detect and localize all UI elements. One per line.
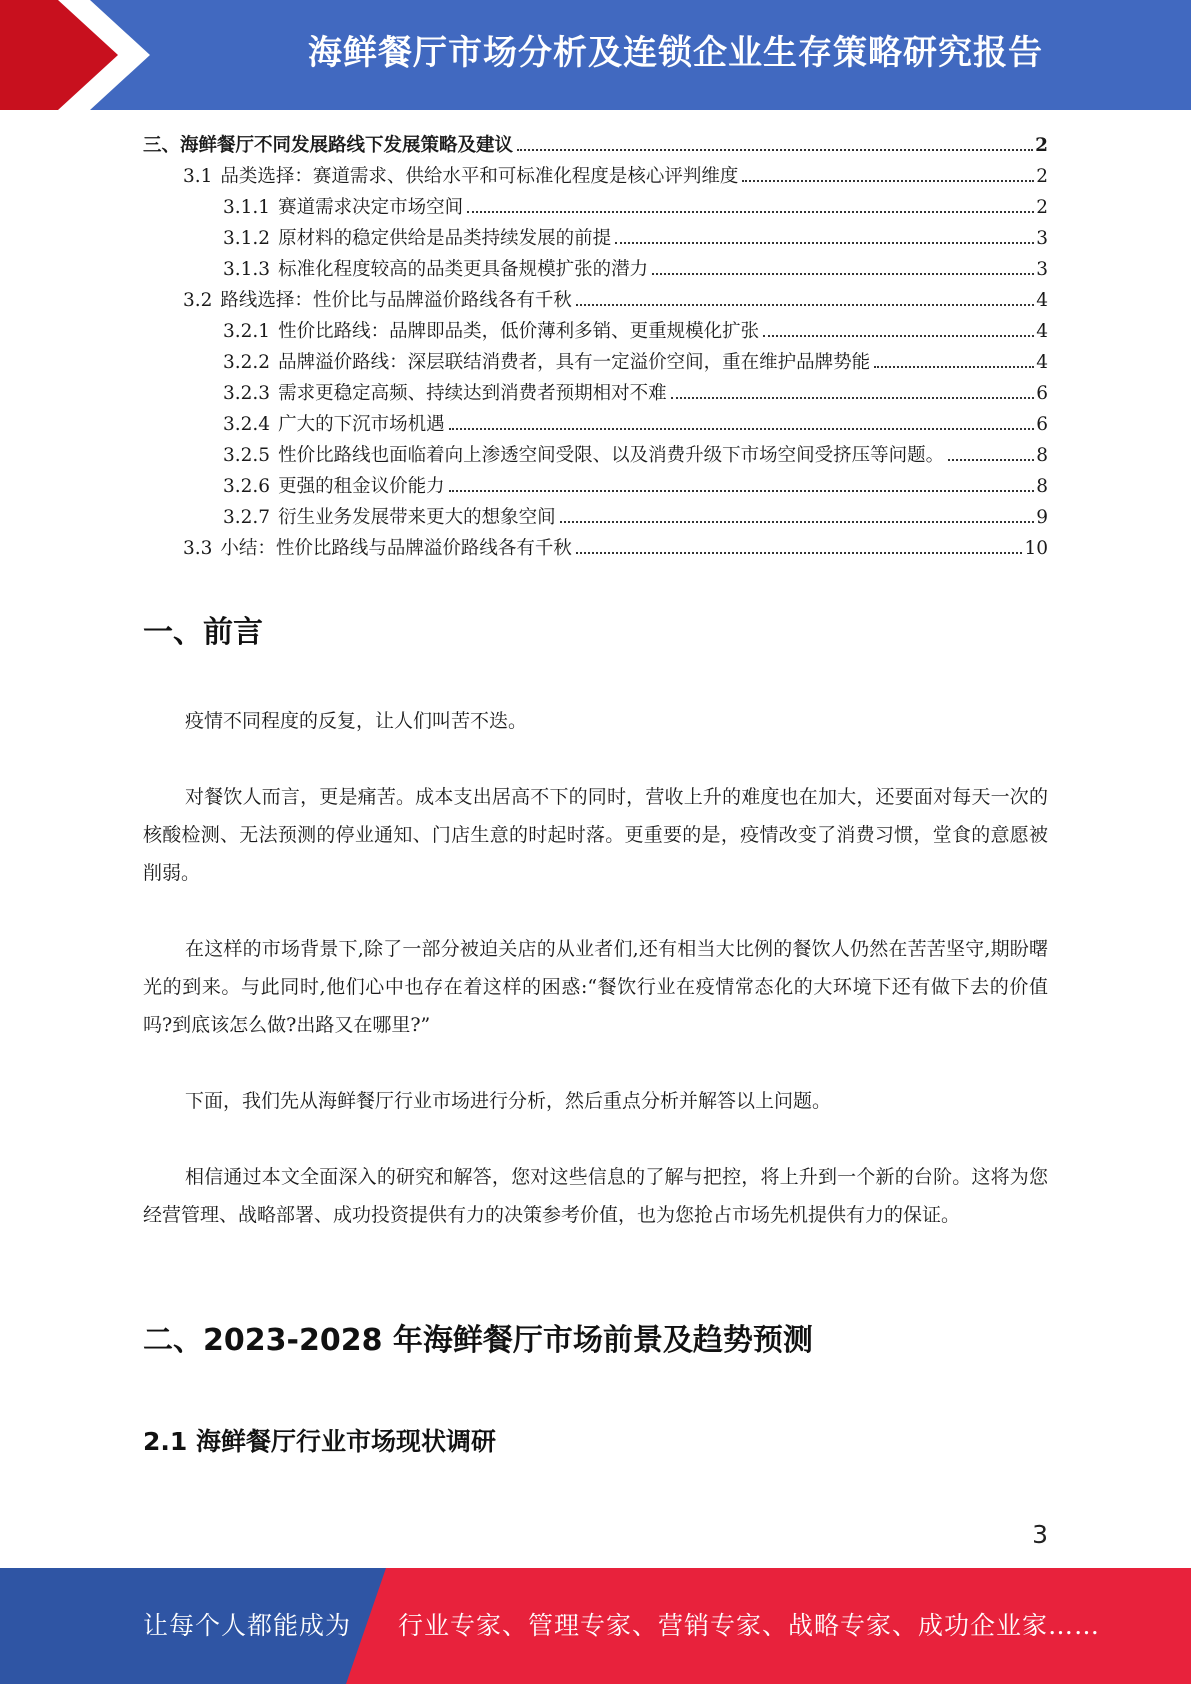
toc-entry-title: 海鲜餐厅不同发展路线下发展策略及建议 xyxy=(180,135,514,156)
paragraph-2: 对餐饮人而言，更是痛苦。成本支出居高不下的同时，营收上升的难度也在加大，还要面对每天一次的核酸检测、无法预测的停业通知、门店生意的时起时落。更重要的是，疫情改变了消费习惯，堂食的意愿被削弱。 xyxy=(143,786,1048,884)
footer-slogan-left: 让每个人都能成为 xyxy=(143,1611,352,1640)
toc-entry[interactable] xyxy=(143,347,1048,378)
toc-dot-leader xyxy=(576,304,1034,306)
toc-entry[interactable] xyxy=(143,533,1048,564)
toc-entry-title: 性价比路线：品牌即品类，低价薄利多销、更重规模化扩张 xyxy=(278,321,760,342)
toc-entry-title: 衍生业务发展带来更大的想象空间 xyxy=(278,507,556,528)
toc-entry[interactable] xyxy=(143,223,1048,254)
toc-entry-page: 3 xyxy=(1036,259,1048,280)
preface-heading: 一、前言 xyxy=(143,615,263,650)
toc-entry-page: 2 xyxy=(1036,166,1048,187)
toc-entry-number: 3.1 xyxy=(183,166,213,187)
toc-entry-page: 8 xyxy=(1036,476,1048,497)
toc-entry[interactable] xyxy=(143,471,1048,502)
footer-banner xyxy=(0,1568,1191,1684)
toc-dot-leader xyxy=(517,149,1033,151)
toc-entry[interactable] xyxy=(143,161,1048,192)
header-banner xyxy=(0,0,1191,110)
toc-entry-page: 4 xyxy=(1036,352,1048,373)
toc-entry[interactable] xyxy=(143,502,1048,533)
table-of-contents xyxy=(143,130,1048,564)
toc-dot-leader xyxy=(763,335,1034,337)
paragraph-5: 相信通过本文全面深入的研究和解答，您对这些信息的了解与把控，将上升到一个新的台阶。这将为您经营管理、战略部署、成功投资提供有力的决策参考价值，也为您抢占市场先机提供有力的保证。 xyxy=(143,1166,1048,1226)
toc-entry-title: 赛道需求决定市场空间 xyxy=(278,197,464,218)
section-2-1-heading: 2.1 海鲜餐厅行业市场现状调研 xyxy=(143,1427,496,1456)
section-2-heading: 二、2023-2028 年海鲜餐厅市场前景及趋势预测 xyxy=(143,1323,813,1358)
toc-entry-title: 更强的租金议价能力 xyxy=(278,476,445,497)
toc-dot-leader xyxy=(615,242,1034,244)
toc-entry-number: 3.2.7 xyxy=(223,507,271,528)
toc-entry-title: 品类选择：赛道需求、供给水平和可标准化程度是核心评判维度 xyxy=(220,166,739,187)
page-number: 3 xyxy=(1032,1520,1048,1549)
toc-entry-number: 3.2.1 xyxy=(223,321,271,342)
toc-entry-title: 小结：性价比路线与品牌溢价路线各有千秋 xyxy=(220,538,572,559)
toc-entry-number: 3.2.6 xyxy=(223,476,271,497)
toc-dot-leader xyxy=(576,552,1023,554)
toc-dot-leader xyxy=(948,459,1034,461)
toc-entry-page: 6 xyxy=(1036,383,1048,404)
toc-dot-leader xyxy=(874,366,1034,368)
toc-entry-number: 3.1.3 xyxy=(223,259,271,280)
toc-entry-number: 3.2.5 xyxy=(223,445,271,466)
toc-entry-title: 原材料的稳定供给是品类持续发展的前提 xyxy=(278,228,612,249)
toc-entry[interactable] xyxy=(143,316,1048,347)
toc-entry-page: 10 xyxy=(1024,538,1048,559)
toc-entry-number: 3.2.2 xyxy=(223,352,271,373)
toc-entry-page: 4 xyxy=(1036,290,1048,311)
toc-entry-title: 路线选择：性价比与品牌溢价路线各有千秋 xyxy=(220,290,572,311)
toc-entry-title: 广大的下沉市场机遇 xyxy=(278,414,445,435)
document-title: 海鲜餐厅市场分析及连锁企业生存策略研究报告 xyxy=(308,33,1043,73)
header-arrow-graphic xyxy=(0,0,200,110)
paragraph-4: 下面，我们先从海鲜餐厅行业市场进行分析，然后重点分析并解答以上问题。 xyxy=(185,1090,832,1112)
toc-entry-page: 2 xyxy=(1036,197,1048,218)
toc-entry-title: 标准化程度较高的品类更具备规模扩张的潜力 xyxy=(278,259,649,280)
toc-entry-title: 品牌溢价路线：深层联结消费者，具有一定溢价空间，重在维护品牌势能 xyxy=(278,352,871,373)
toc-entry[interactable] xyxy=(143,130,1048,161)
toc-dot-leader xyxy=(671,397,1035,399)
toc-dot-leader xyxy=(467,211,1034,213)
toc-entry[interactable] xyxy=(143,285,1048,316)
toc-entry-number: 3.3 xyxy=(183,538,213,559)
toc-dot-leader xyxy=(449,490,1035,492)
toc-dot-leader xyxy=(560,521,1035,523)
toc-entry-number: 3.2 xyxy=(183,290,213,311)
toc-dot-leader xyxy=(449,428,1035,430)
toc-dot-leader xyxy=(652,273,1034,275)
toc-entry-page: 3 xyxy=(1036,228,1048,249)
toc-entry-title: 性价比路线也面临着向上渗透空间受限、以及消费升级下市场空间受挤压等问题。 xyxy=(278,445,945,466)
toc-entry-page: 4 xyxy=(1036,321,1048,342)
toc-entry-number: 3.2.3 xyxy=(223,383,271,404)
toc-entry-number: 3.1.2 xyxy=(223,228,271,249)
toc-entry[interactable] xyxy=(143,378,1048,409)
toc-entry[interactable] xyxy=(143,192,1048,223)
toc-entry-page: 2 xyxy=(1035,135,1048,156)
footer-slogan-right: 行业专家、管理专家、营销专家、战略专家、成功企业家…… xyxy=(398,1611,1101,1640)
toc-entry[interactable] xyxy=(143,440,1048,471)
toc-entry-page: 9 xyxy=(1036,507,1048,528)
toc-entry-page: 8 xyxy=(1036,445,1048,466)
paragraph-1: 疫情不同程度的反复，让人们叫苦不迭。 xyxy=(185,710,528,732)
toc-entry[interactable] xyxy=(143,254,1048,285)
toc-entry-number: 3.1.1 xyxy=(223,197,271,218)
toc-entry-number: 三、 xyxy=(143,135,181,156)
toc-dot-leader xyxy=(742,180,1034,182)
toc-entry-number: 3.2.4 xyxy=(223,414,271,435)
toc-entry-title: 需求更稳定高频、持续达到消费者预期相对不难 xyxy=(278,383,667,404)
paragraph-3: 在这样的市场背景下,除了一部分被迫关店的从业者们,还有相当大比例的餐饮人仍然在苦苦坚守,期盼曙光的到来。与此同时,他们心中也存在着这样的困惑:“餐饮行业在疫情常态化的大环境下还有做下去的价值吗?到底该怎么做?出路又在哪里?” xyxy=(143,938,1048,1036)
toc-entry[interactable] xyxy=(143,409,1048,440)
toc-entry-page: 6 xyxy=(1036,414,1048,435)
